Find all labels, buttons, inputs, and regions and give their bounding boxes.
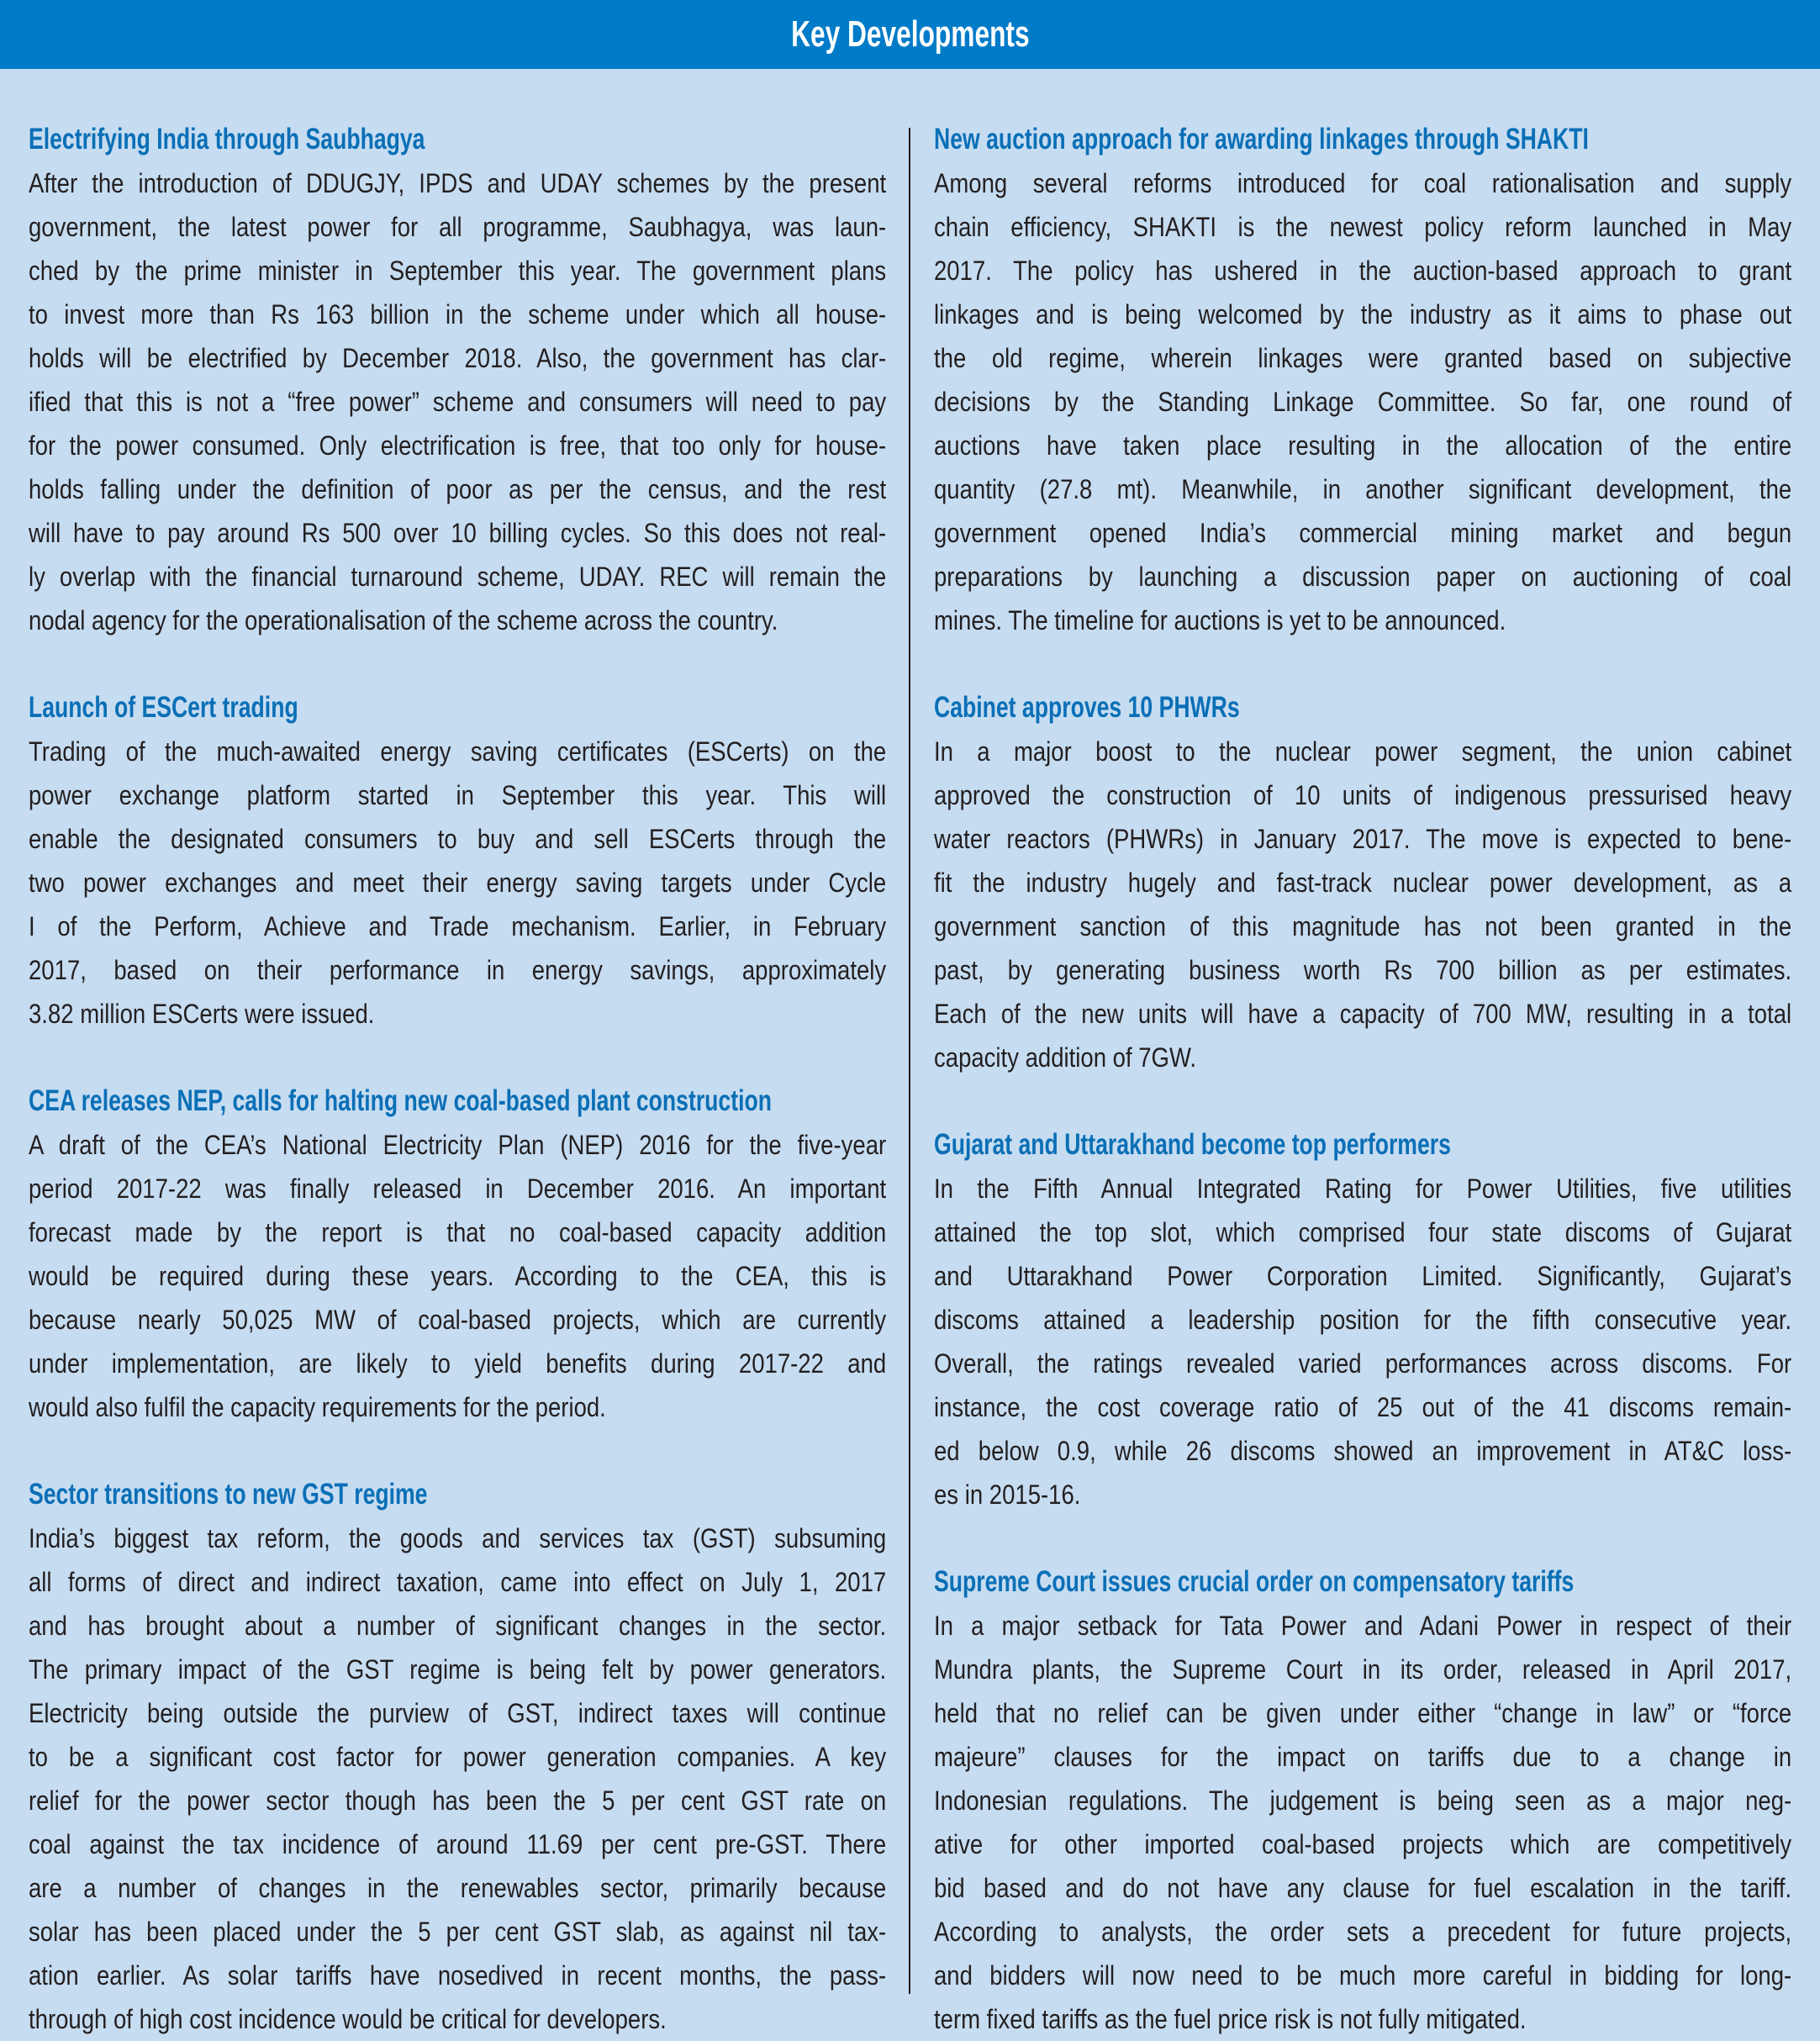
text-line-content: enable the designated consumers to buy and sell ESCerts through the <box>29 824 887 854</box>
text-line-content: linkages and is being welcomed by the industry as it aims to phase out <box>934 299 1792 330</box>
text-line-content: nodal agency for the operationalisation of the scheme across the country. <box>29 605 778 636</box>
text-line-content: power exchange platform started in September this year. This will <box>29 780 887 810</box>
text-line-content: ed below 0.9, while 26 discoms showed an improvement in AT&C loss- <box>934 1436 1792 1466</box>
section-heading: New auction approach for awarding linkages through SHAKTI <box>934 123 1589 156</box>
article-section <box>934 118 1791 686</box>
text-line-content: past, by generating business worth Rs 700 billion as per estimates. <box>934 955 1792 985</box>
text-line <box>29 948 886 992</box>
text-line <box>934 555 1791 599</box>
text-line <box>934 1910 1791 1954</box>
text-line <box>934 1997 1791 2041</box>
left-column <box>29 118 886 2041</box>
text-line <box>29 1997 886 2041</box>
text-line-content: government sanction of this magnitude has not been granted in the <box>934 911 1792 941</box>
text-line-content: discoms attained a leadership position for the fifth consecutive year. <box>934 1305 1792 1335</box>
text-line-content: decisions by the Standing Linkage Committee. So far, one round of <box>934 387 1792 417</box>
text-line <box>29 1954 886 1997</box>
text-line-content: holds falling under the definition of poor as per the census, and the rest <box>29 474 887 504</box>
text-line <box>29 1516 886 1560</box>
text-line <box>29 1779 886 1822</box>
text-line-content: preparations by launching a discussion paper on auctioning of coal <box>934 562 1792 592</box>
text-line <box>29 249 886 293</box>
section-body <box>934 1604 1791 2041</box>
text-line <box>934 599 1791 642</box>
text-line <box>934 293 1791 336</box>
text-line <box>934 1385 1791 1429</box>
article-section <box>29 1473 886 2041</box>
text-line <box>29 1648 886 1691</box>
text-line <box>934 861 1791 904</box>
text-line <box>934 1298 1791 1342</box>
text-line <box>29 904 886 948</box>
text-line-content: two power exchanges and meet their energy saving targets under Cycle <box>29 868 887 898</box>
right-column <box>934 118 1791 2041</box>
text-line-content: ified that this is not a “free power” scheme and consumers will need to pay <box>29 387 887 417</box>
text-line-content: under implementation, are likely to yield benefits during 2017-22 and <box>29 1348 887 1379</box>
text-line <box>29 992 886 1036</box>
text-line <box>29 1735 886 1779</box>
text-line-content: holds will be electrified by December 2018. Also, the government has clar- <box>29 343 887 373</box>
text-line-content: capacity addition of 7GW. <box>934 1042 1197 1073</box>
text-line-content: instance, the cost coverage ratio of 25 out of the 41 discoms remain- <box>934 1392 1792 1422</box>
text-line-content: all forms of direct and indirect taxation, came into effect on July 1, 2017 <box>29 1567 887 1597</box>
text-line <box>29 599 886 642</box>
text-line <box>934 730 1791 773</box>
text-line-content: approved the construction of 10 units of indigenous pressurised heavy <box>934 780 1792 810</box>
text-line <box>934 1473 1791 1516</box>
section-heading: Sector transitions to new GST regime <box>29 1478 428 1511</box>
section-body <box>29 161 886 642</box>
text-line-content: ation earlier. As solar tariffs have nosedived in recent months, the pass- <box>29 1960 887 1991</box>
article-section <box>934 1560 1791 2041</box>
text-line <box>934 773 1791 817</box>
text-line <box>934 249 1791 293</box>
text-line-content: will have to pay around Rs 500 over 10 billing cycles. So this does not real- <box>29 518 887 548</box>
text-line <box>29 773 886 817</box>
text-line-content: to invest more than Rs 163 billion in the scheme under which all house- <box>29 299 887 330</box>
text-line <box>934 1779 1791 1822</box>
text-line <box>29 1604 886 1648</box>
section-body <box>934 730 1791 1079</box>
section-gap <box>934 1079 1791 1123</box>
text-line <box>934 1342 1791 1385</box>
text-line <box>29 1910 886 1954</box>
text-line-content: In a major setback for Tata Power and Adani Power in respect of their <box>934 1611 1792 1641</box>
text-line <box>934 992 1791 1036</box>
text-line-content: Trading of the much-awaited energy saving certificates (ESCerts) on the <box>29 736 887 767</box>
text-line <box>29 555 886 599</box>
text-line-content: bid based and do not have any clause for fuel escalation in the tariff. <box>934 1873 1792 1903</box>
section-heading: CEA releases NEP, calls for halting new coal-based plant construction <box>29 1084 772 1117</box>
text-line <box>934 1210 1791 1254</box>
text-line-content: chain efficiency, SHAKTI is the newest policy reform launched in May <box>934 212 1792 242</box>
section-gap <box>29 1429 886 1473</box>
text-line <box>934 1866 1791 1910</box>
text-line <box>934 1036 1791 1079</box>
text-line <box>934 380 1791 424</box>
text-line-content: water reactors (PHWRs) in January 2017. The move is expected to bene- <box>934 824 1792 854</box>
text-line <box>934 904 1791 948</box>
section-body <box>29 730 886 1036</box>
text-line <box>29 1254 886 1298</box>
text-line <box>934 336 1791 380</box>
text-line <box>934 161 1791 205</box>
text-line-content: coal against the tax incidence of around 11.69 per cent pre-GST. There <box>29 1829 887 1859</box>
article-section <box>29 118 886 686</box>
text-line-content: forecast made by the report is that no coal-based capacity addition <box>29 1217 887 1247</box>
text-line-content: I of the Perform, Achieve and Trade mechanism. Earlier, in February <box>29 911 887 941</box>
text-line-content: government, the latest power for all programme, Saubhagya, was laun- <box>29 212 887 242</box>
text-line-content: attained the top slot, which comprised four state discoms of Gujarat <box>934 1217 1792 1247</box>
text-line-content: through of high cost incidence would be critical for developers. <box>29 2004 667 2034</box>
section-heading: Launch of ESCert trading <box>29 691 298 724</box>
section-gap <box>29 1036 886 1079</box>
text-line <box>29 1210 886 1254</box>
text-line <box>934 1254 1791 1298</box>
text-line <box>934 1822 1791 1866</box>
text-line <box>29 1822 886 1866</box>
text-line-content: solar has been placed under the 5 per cent GST slab, as against nil tax- <box>29 1917 887 1947</box>
text-line-content: held that no relief can be given under either “change in law” or “force <box>934 1698 1792 1728</box>
text-line <box>934 1954 1791 1997</box>
text-line-content: A draft of the CEA’s National Electricity Plan (NEP) 2016 for the five-year <box>29 1130 887 1160</box>
text-line-content: and bidders will now need to be much more careful in bidding for long- <box>934 1960 1792 1991</box>
text-line <box>934 1648 1791 1691</box>
article-section <box>29 1079 886 1473</box>
text-line-content: quantity (27.8 mt). Meanwhile, in another significant development, the <box>934 474 1792 504</box>
text-line <box>29 817 886 861</box>
text-line <box>29 1385 886 1429</box>
section-gap <box>934 1516 1791 1560</box>
text-line <box>934 1691 1791 1735</box>
section-heading: Gujarat and Uttarakhand become top performers <box>934 1128 1451 1161</box>
text-line <box>934 1429 1791 1473</box>
text-line <box>29 161 886 205</box>
text-line-content: ative for other imported coal-based projects which are competitively <box>934 1829 1792 1859</box>
text-line <box>29 205 886 249</box>
text-line-content: fit the industry hugely and fast-track nuclear power development, as a <box>934 868 1792 898</box>
text-line <box>934 511 1791 555</box>
text-line-content: 2017, based on their performance in energy savings, approximately <box>29 955 887 985</box>
column-divider <box>909 128 910 1994</box>
text-line-content: Each of the new units will have a capacity of 700 MW, resulting in a total <box>934 999 1792 1029</box>
text-line-content: because nearly 50,025 MW of coal-based projects, which are currently <box>29 1305 887 1335</box>
text-line-content: Electricity being outside the purview of GST, indirect taxes will continue <box>29 1698 887 1728</box>
text-line-content: India’s biggest tax reform, the goods and services tax (GST) subsuming <box>29 1523 887 1553</box>
text-line <box>29 511 886 555</box>
text-line <box>29 1298 886 1342</box>
text-line-content: government opened India’s commercial mining market and begun <box>934 518 1792 548</box>
text-line-content: According to analysts, the order sets a precedent for future projects, <box>934 1917 1792 1947</box>
article-section <box>29 686 886 1079</box>
text-line-content: Overall, the ratings revealed varied performances across discoms. For <box>934 1348 1792 1379</box>
text-line <box>934 467 1791 511</box>
text-line <box>29 1167 886 1210</box>
text-line-content: term fixed tariffs as the fuel price risk is not fully mitigated. <box>934 2004 1527 2034</box>
text-line <box>29 424 886 467</box>
text-line <box>29 467 886 511</box>
text-line-content: 2017. The policy has ushered in the auction-based approach to grant <box>934 256 1792 286</box>
text-line-content: After the introduction of DDUGJY, IPDS and UDAY schemes by the present <box>29 168 887 198</box>
text-line <box>29 1691 886 1735</box>
text-line <box>934 1604 1791 1648</box>
text-line <box>934 205 1791 249</box>
text-line-content: the old regime, wherein linkages were granted based on subjective <box>934 343 1792 373</box>
text-line-content: ched by the prime minister in September this year. The government plans <box>29 256 887 286</box>
section-body <box>934 161 1791 642</box>
text-line <box>29 336 886 380</box>
text-line <box>29 1123 886 1167</box>
text-line <box>29 730 886 773</box>
page-title: Key Developments <box>790 13 1030 55</box>
section-body <box>29 1123 886 1429</box>
text-line-content: majeure” clauses for the impact on tariffs due to a change in <box>934 1742 1792 1772</box>
text-line-content: mines. The timeline for auctions is yet to be announced. <box>934 605 1506 636</box>
text-line <box>934 424 1791 467</box>
text-line-content: auctions have taken place resulting in the allocation of the entire <box>934 430 1792 461</box>
text-line <box>29 380 886 424</box>
section-heading: Supreme Court issues crucial order on compensatory tariffs <box>934 1565 1575 1598</box>
text-line-content: and has brought about a number of significant changes in the sector. <box>29 1611 887 1641</box>
text-line-content: would be required during these years. According to the CEA, this is <box>29 1261 887 1291</box>
text-line <box>934 817 1791 861</box>
article-section <box>934 1123 1791 1560</box>
text-line-content: to be a significant cost factor for power generation companies. A key <box>29 1742 887 1772</box>
text-line <box>934 1167 1791 1210</box>
section-heading: Cabinet approves 10 PHWRs <box>934 691 1240 724</box>
page-header <box>0 0 1820 69</box>
text-line-content: period 2017-22 was finally released in December 2016. An important <box>29 1173 887 1204</box>
section-body <box>934 1167 1791 1516</box>
text-line-content: The primary impact of the GST regime is being felt by power generators. <box>29 1654 887 1685</box>
text-line-content: Among several reforms introduced for coal rationalisation and supply <box>934 168 1792 198</box>
text-line-content: In a major boost to the nuclear power segment, the union cabinet <box>934 736 1792 767</box>
text-line <box>29 861 886 904</box>
text-line <box>934 1735 1791 1779</box>
text-line-content: relief for the power sector though has been the 5 per cent GST rate on <box>29 1785 887 1816</box>
section-gap <box>934 642 1791 686</box>
text-line-content: Mundra plants, the Supreme Court in its order, released in April 2017, <box>934 1654 1792 1685</box>
text-line <box>29 293 886 336</box>
text-line <box>29 1866 886 1910</box>
text-line-content: and Uttarakhand Power Corporation Limited. Significantly, Gujarat’s <box>934 1261 1792 1291</box>
text-line-content: In the Fifth Annual Integrated Rating for Power Utilities, five utilities <box>934 1173 1792 1204</box>
text-line-content: are a number of changes in the renewables sector, primarily because <box>29 1873 887 1903</box>
text-line-content: would also fulfil the capacity requirements for the period. <box>29 1392 606 1422</box>
text-line <box>29 1560 886 1604</box>
text-line-content: Indonesian regulations. The judgement is being seen as a major neg- <box>934 1785 1792 1816</box>
text-line <box>29 1342 886 1385</box>
text-line-content: 3.82 million ESCerts were issued. <box>29 999 375 1029</box>
section-heading: Electrifying India through Saubhagya <box>29 123 425 156</box>
text-line <box>934 948 1791 992</box>
text-line-content: for the power consumed. Only electrification is free, that too only for house- <box>29 430 887 461</box>
section-gap <box>29 642 886 686</box>
section-body <box>29 1516 886 2041</box>
text-line-content: ly overlap with the financial turnaround scheme, UDAY. REC will remain the <box>29 562 887 592</box>
text-line-content: es in 2015-16. <box>934 1479 1081 1510</box>
article-section <box>934 686 1791 1123</box>
